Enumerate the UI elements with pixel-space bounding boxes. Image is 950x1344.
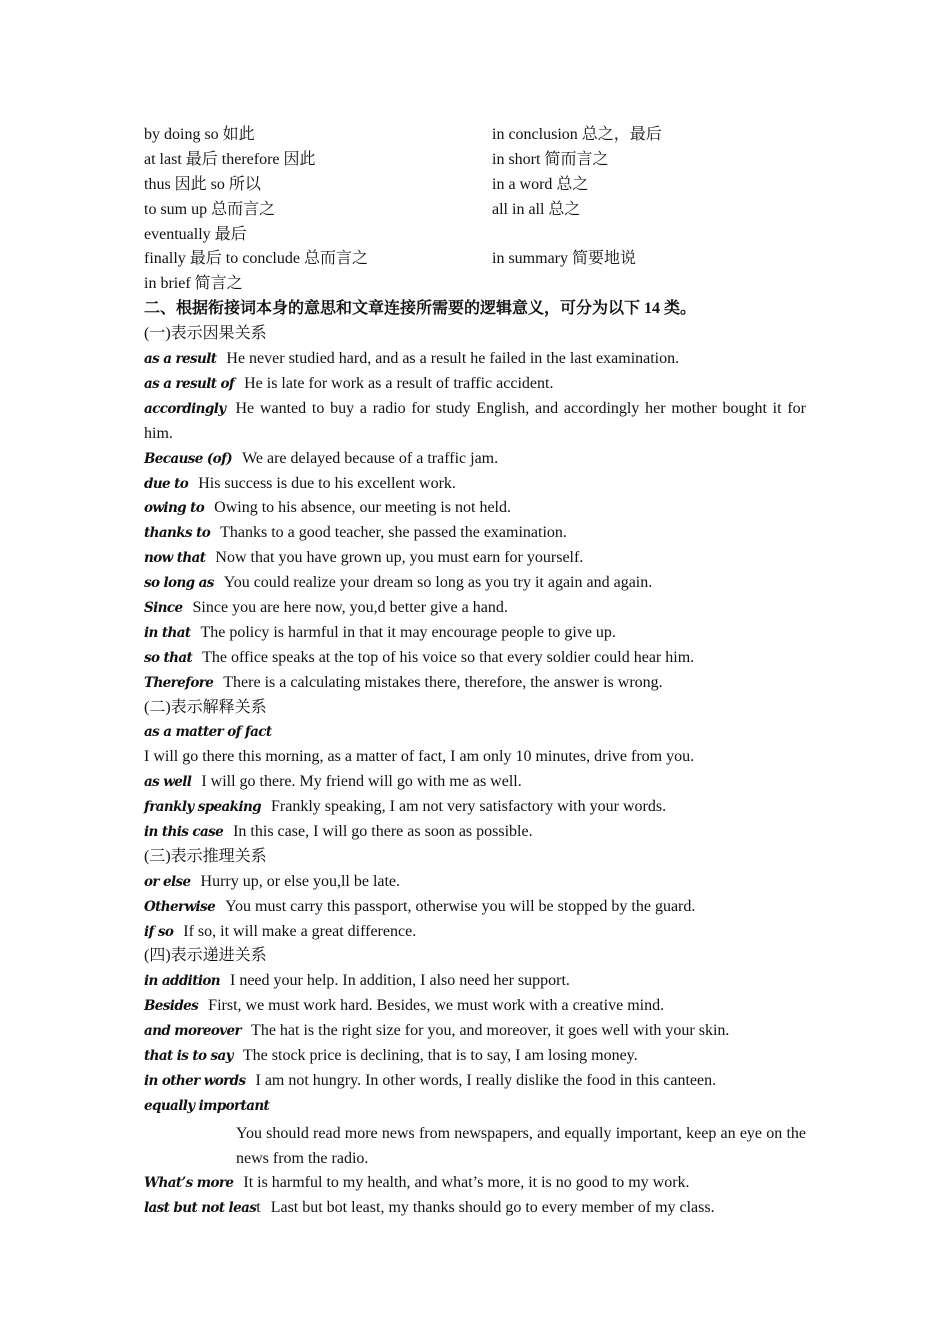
term: thanks to bbox=[144, 525, 211, 542]
example-line: due to His success is due to his excellent work. bbox=[144, 474, 456, 492]
summary-row: to sum up 总而言之 all in all 总之 bbox=[144, 200, 581, 218]
term: so long as bbox=[144, 575, 214, 592]
term: due to bbox=[144, 475, 189, 492]
example-line: in other words I am not hungry. In other words, I really dislike the food in this canteen. bbox=[144, 1071, 717, 1089]
example-line: if so If so, it will make a great difference. bbox=[144, 922, 417, 940]
example-line: You should read more news from newspapers, and equally important, keep an eye on the news from the radio. bbox=[236, 1124, 806, 1167]
term: What’s more bbox=[144, 1175, 234, 1192]
summary-row: by doing so 如此 in conclusion 总之，最后 bbox=[144, 126, 662, 143]
section-title: (四)表示递进关系 bbox=[144, 947, 267, 965]
summary-row: finally 最后 to conclude 总而言之 in summary 简要地说 bbox=[144, 250, 636, 268]
example-line: in that The policy is harmful in that it may encourage people to give up. bbox=[144, 623, 616, 641]
summary-row: eventually 最后 bbox=[144, 225, 247, 243]
summary-words-table bbox=[144, 123, 806, 297]
example-line: owing to Owing to his absence, our meeting is not held. bbox=[144, 499, 511, 517]
example-line: now that Now that you have grown up, you must earn for yourself. bbox=[144, 549, 584, 567]
example-line: Because (of) We are delayed because of a traffic jam. bbox=[144, 449, 499, 467]
term: equally important bbox=[144, 1097, 270, 1114]
summary-row: in brief 简言之 bbox=[144, 275, 243, 293]
term: accordingly bbox=[144, 400, 226, 417]
example-term-line bbox=[144, 720, 806, 745]
term: so that bbox=[144, 649, 193, 666]
term: if so bbox=[144, 923, 174, 940]
term: as a result bbox=[144, 351, 217, 368]
term: and moreover bbox=[144, 1023, 242, 1040]
section-title: (二)表示解释关系 bbox=[144, 698, 267, 716]
example-line: frankly speaking Frankly speaking, I am not very satisfactory with your words. bbox=[144, 798, 667, 816]
term: Since bbox=[144, 599, 183, 616]
term: as well bbox=[144, 774, 192, 791]
example-term-line bbox=[144, 1094, 806, 1119]
term: Besides bbox=[144, 998, 199, 1015]
example-line: in this case In this case, I will go there as soon as possible. bbox=[144, 822, 533, 840]
term: in addition bbox=[144, 973, 220, 990]
document-page bbox=[144, 123, 806, 1221]
term: frankly speaking bbox=[144, 799, 262, 816]
example-line: Therefore There is a calculating mistakes there, therefore, the answer is wrong. bbox=[144, 673, 663, 691]
example-line: so that The office speaks at the top of his voice so that every soldier could hear him. bbox=[144, 648, 695, 666]
section-title: (一)表示因果关系 bbox=[144, 325, 267, 343]
term: in other words bbox=[144, 1072, 246, 1089]
example-line: I will go there this morning, as a matter of fact, I am only 10 minutes, drive from you. bbox=[144, 748, 695, 766]
example-line: last but not least Last but bot least, my thanks should go to every member of my class. bbox=[144, 1199, 715, 1217]
term: Because (of) bbox=[144, 450, 233, 467]
term: in this case bbox=[144, 823, 224, 840]
term: Otherwise bbox=[144, 898, 216, 915]
term: or else bbox=[144, 873, 191, 890]
example-line: thanks to Thanks to a good teacher, she passed the examination. bbox=[144, 524, 567, 542]
term: owing to bbox=[144, 500, 205, 517]
example-line: and moreover The hat is the right size for you, and moreover, it goes well with your skin. bbox=[144, 1022, 730, 1040]
term: last but not leas bbox=[144, 1200, 257, 1217]
term: as a matter of fact bbox=[144, 724, 272, 741]
example-line: accordingly He wanted to buy a radio for study English, and accordingly her mother bought it for him. bbox=[144, 399, 806, 442]
term: in that bbox=[144, 624, 191, 641]
example-line: as well I will go there. My friend will go with me as well. bbox=[144, 773, 522, 791]
summary-row: thus 因此 so 所以 in a word 总之 bbox=[144, 175, 589, 193]
term: now that bbox=[144, 550, 206, 567]
term: Therefore bbox=[144, 674, 214, 691]
example-line: or else Hurry up, or else you,ll be late. bbox=[144, 872, 401, 890]
example-line: Otherwise You must carry this passport, otherwise you will be stopped by the guard. bbox=[144, 897, 696, 915]
example-line: in addition I need your help. In addition, I also need her support. bbox=[144, 972, 570, 990]
example-line: that is to say The stock price is declining, that is to say, I am losing money. bbox=[144, 1046, 638, 1064]
example-line: Besides First, we must work hard. Besides, we must work with a creative mind. bbox=[144, 997, 665, 1015]
example-line: as a result of He is late for work as a result of traffic accident. bbox=[144, 374, 554, 392]
example-line: What’s more It is harmful to my health, and what’s more, it is no good to my work. bbox=[144, 1174, 690, 1192]
summary-row: at last 最后 therefore 因此 in short 简而言之 bbox=[144, 150, 609, 168]
term: that is to say bbox=[144, 1047, 233, 1064]
term: as a result of bbox=[144, 375, 235, 392]
section-title: (三)表示推理关系 bbox=[144, 847, 267, 865]
section-heading: 二、根据衔接词本身的意思和文章连接所需要的逻辑意义，可分为以下 14 类。 bbox=[144, 300, 697, 318]
example-line: so long as You could realize your dream so long as you try it again and again. bbox=[144, 574, 653, 592]
example-line: Since Since you are here now, you,d better give a hand. bbox=[144, 598, 508, 616]
example-line: as a result He never studied hard, and as a result he failed in the last examination. bbox=[144, 350, 680, 368]
